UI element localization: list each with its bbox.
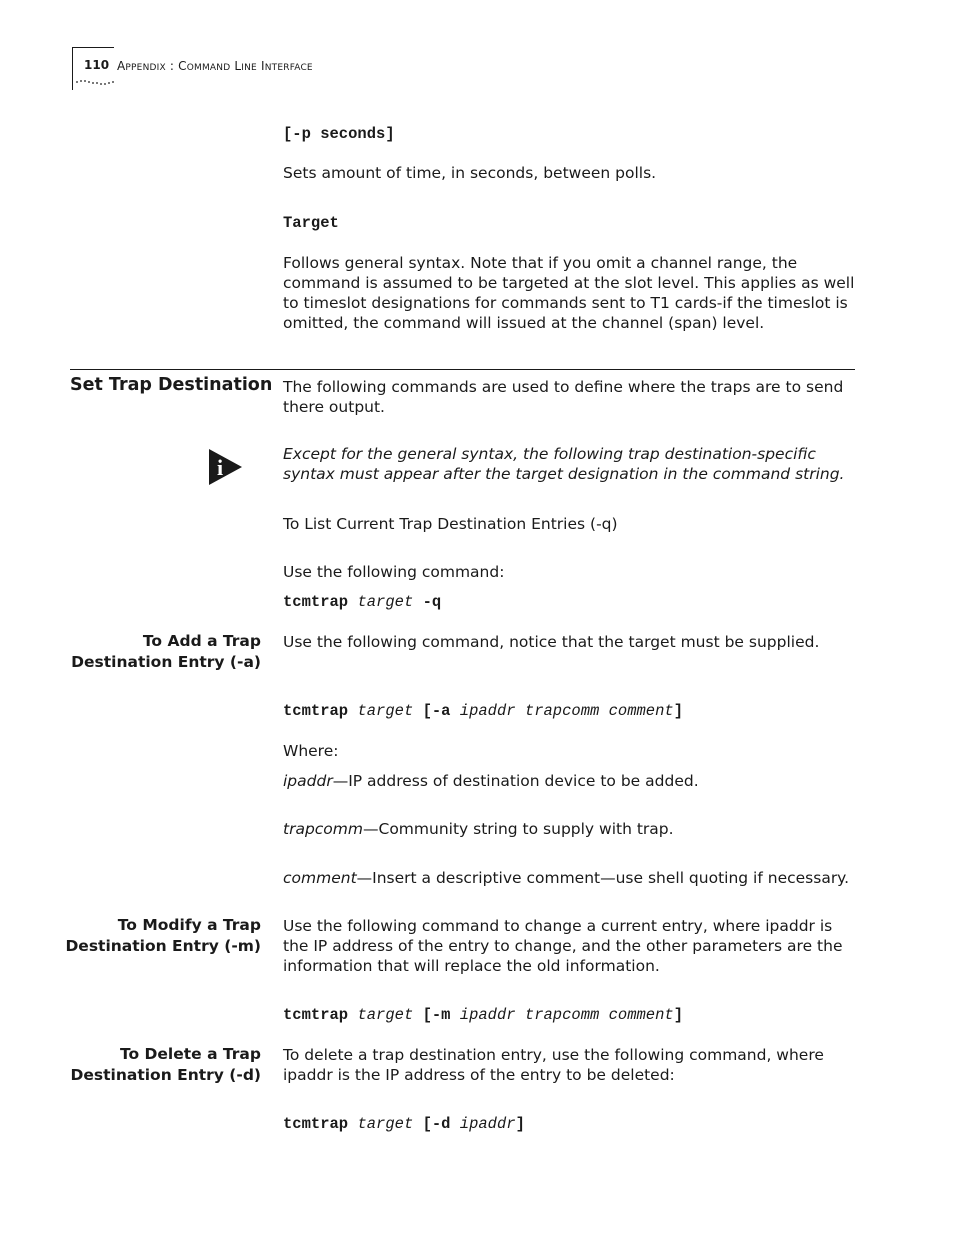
add-entry-heading: To Add a Trap Destination Entry (-a) xyxy=(71,632,261,671)
page-number: 110 xyxy=(84,58,110,72)
note-text: Except for the general syntax, the following trap destination-specific syntax must appear after the target designation in the command string. xyxy=(283,445,845,483)
definition-trapcomm: trapcomm—Community string to supply with trap. xyxy=(283,820,674,838)
target-label: Target xyxy=(283,214,339,232)
list-entries-instruction: Use the following command: xyxy=(283,563,505,581)
section-divider xyxy=(70,369,855,370)
target-description: Follows general syntax. Note that if you omit a channel range, the command is assumed to be targeted at the slot level. This applies as well to timeslot designations for commands sent to T1 cards-if the timeslot is omitted, the command will issued at the channel (span) level. xyxy=(283,254,855,332)
svg-text:i: i xyxy=(217,455,224,480)
list-entries-heading: To List Current Trap Destination Entries (-q) xyxy=(283,515,618,533)
list-command: tcmtrap target -q xyxy=(283,593,442,611)
definition-comment: comment—Insert a descriptive comment—use shell quoting if necessary. xyxy=(283,869,850,887)
add-command: tcmtrap target [-a ipaddr trapcomm comment] xyxy=(283,702,684,720)
delete-command: tcmtrap target [-d ipaddr] xyxy=(283,1115,525,1133)
delete-entry-description: To delete a trap destination entry, use the following command, where ipaddr is the IP address of the entry to be deleted: xyxy=(283,1046,824,1084)
poll-option-syntax: [-p seconds] xyxy=(283,125,395,143)
delete-entry-heading: To Delete a Trap Destination Entry (-d) xyxy=(70,1045,261,1084)
running-header-title: APPENDIX : COMMAND LINE INTERFACE xyxy=(117,59,313,73)
modify-entry-description: Use the following command to change a current entry, where ipaddr is the IP address of the entry to change, and the other parameters are the information that will replace the old information. xyxy=(283,917,843,975)
info-note-icon xyxy=(208,448,244,486)
section-heading: Set Trap Destination xyxy=(70,375,273,395)
modify-command: tcmtrap target [-m ipaddr trapcomm comment] xyxy=(283,1006,684,1024)
poll-option-description: Sets amount of time, in seconds, between polls. xyxy=(283,164,657,182)
definition-ipaddr: ipaddr—IP address of destination device to be added. xyxy=(283,772,699,790)
where-label: Where: xyxy=(283,742,339,760)
modify-entry-heading: To Modify a Trap Destination Entry (-m) xyxy=(65,916,261,955)
add-entry-description: Use the following command, notice that the target must be supplied. xyxy=(283,633,820,651)
section-intro: The following commands are used to define where the traps are to send there output. xyxy=(283,378,844,416)
